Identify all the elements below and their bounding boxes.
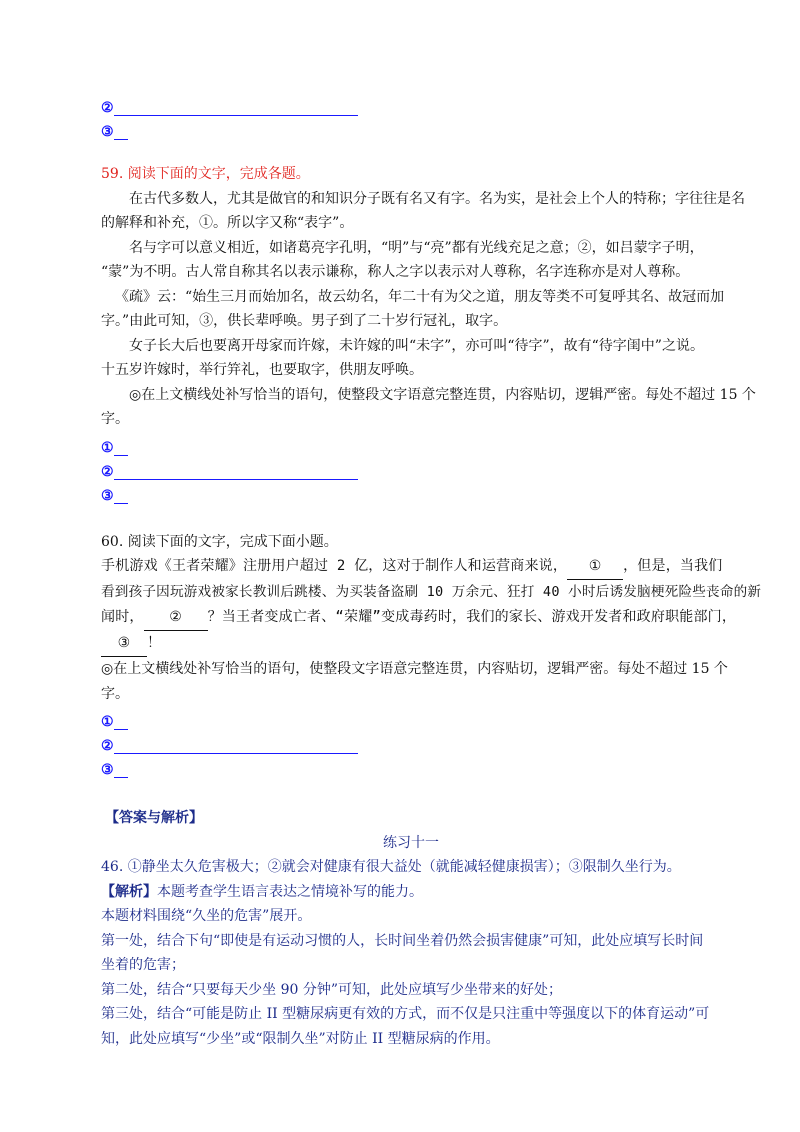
answer-number: ②	[101, 100, 114, 116]
answers-header: 【答案与解析】	[105, 810, 203, 826]
analysis-line: 第二处，结合“只要每天少坐 90 分钟”可知，此处应填写少坐带来的好处；	[101, 981, 563, 998]
analysis-line: 第三处，结合“可能是防止 II 型糖尿病更有效的方式，而不仅是只注重中等强度以下的体育运动”可	[101, 1006, 710, 1022]
answer-line-3	[101, 754, 721, 778]
section-title: 练习十一	[383, 834, 439, 851]
paragraph-line: 字。”由此可知，③，供长辈呼唤。男子到了二十岁行冠礼，取字。	[101, 313, 508, 329]
spacer	[101, 504, 721, 530]
paragraph-line: 十五岁许嫁时，举行笄礼，也要取字，供朋友呼唤。	[101, 362, 423, 378]
answer-number: ②	[101, 463, 114, 480]
paragraph-line: 女子长大后也要离开母家而许嫁，未许嫁的叫“未字”，亦可叫“待字”，故有“待字闺中”之说。	[129, 337, 704, 354]
answer-line-3	[101, 116, 721, 140]
passage-line	[101, 605, 737, 631]
passage-text: 闻时，	[101, 609, 144, 625]
analysis-line: 本题材料围绕“久坐的危害”展开。	[101, 908, 312, 924]
answer-line-1	[101, 432, 721, 456]
paragraph-line: 在古代多数人，尤其是做官的和知识分子既有名又有字。名为实，是社会上个人的特称；字往往是名	[129, 190, 745, 207]
analysis-line: 坐着的危害；	[101, 957, 185, 973]
answer-line-2	[101, 456, 721, 480]
answer-line-1	[101, 706, 721, 730]
blank-1: ①	[567, 554, 623, 580]
paragraph-line: 名与字可以意义相近，如诸葛亮字孔明，“明”与“亮”都有光线充足之意；②，如吕蒙字子明，	[129, 239, 704, 256]
analysis-line	[101, 880, 721, 905]
answer-number: ①	[101, 714, 114, 730]
passage-text: ！	[147, 635, 162, 651]
answer-number: ③	[101, 762, 114, 778]
spacer	[101, 140, 721, 162]
instruction-line: 字。	[101, 411, 129, 427]
instruction-line: 字。	[101, 685, 129, 702]
passage-line: 看到孩子因玩游戏被家长教训后跳楼、为买装备盗刷 10 万余元、狂打 40 小时后诱发脑梗死险些丧命的新	[101, 584, 762, 600]
analysis-line: 第一处，结合下句“即使是有运动习惯的人，长时间坐着仍然会损害健康”可知，此处应填写长时间	[101, 932, 704, 949]
answer-number: ③	[101, 124, 114, 140]
answer-underline	[114, 440, 128, 456]
paragraph-line: 的解释和补充，①。所以字又称“表字”。	[101, 215, 354, 231]
answer-underline	[114, 464, 358, 480]
passage-line	[101, 554, 721, 580]
spacer	[101, 778, 721, 806]
passage-text: ？当王者变成亡者、“荣耀”变成毒药时，我们的家长、游戏开发者和政府职能部门，	[207, 609, 737, 625]
blank-2: ②	[144, 605, 208, 631]
analysis-text: 本题考查学生语言表达之情境补写的能力。	[157, 883, 423, 900]
answer-underline	[114, 124, 128, 140]
answer-underline	[114, 738, 358, 754]
question-60-title: 60. 阅读下面的文字，完成下面小题。	[101, 533, 338, 550]
answer-number: ③	[101, 487, 114, 504]
answer-underline	[114, 100, 358, 116]
answer-number: ②	[101, 738, 114, 754]
analysis-line: 知，此处应填写“少坐”或“限制久坐”对防止 II 型糖尿病的作用。	[101, 1030, 500, 1047]
answer-number: ①	[101, 439, 114, 456]
answer-line-2	[101, 730, 721, 754]
answer-underline	[114, 762, 128, 778]
paragraph-line: “蒙”为不明。古人常自称其名以表示谦称，称人之字以表示对人尊称，名字连称亦是对人尊称。	[101, 264, 690, 280]
paragraph-line: 《疏》云：“始生三月而始加名，故云幼名，年二十有为父之道，朋友等类不可复呼其名、故冠而加	[115, 288, 725, 305]
answer-line-2	[101, 92, 721, 116]
passage-text: ，但是，当我们	[623, 558, 723, 574]
blank-3: ③	[101, 631, 147, 657]
answer-46: 46. ①静坐太久危害极大；②就会对健康有很大益处（就能减轻健康损害）；③限制久坐行为。	[101, 859, 681, 875]
answer-line-3	[101, 480, 721, 504]
answer-underline	[114, 488, 128, 504]
instruction-line: ◎在上文横线处补写恰当的语句，使整段文字语意完整连贯，内容贴切，逻辑严密。每处不超过 15 个	[101, 661, 728, 677]
instruction-line: ◎在上文横线处补写恰当的语句，使整段文字语意完整连贯，内容贴切，逻辑严密。每处不超过 15 个	[129, 386, 756, 403]
passage-line	[101, 631, 721, 657]
analysis-tag: 【解析】	[101, 883, 157, 900]
passage-text: 手机游戏《王者荣耀》注册用户超过 2 亿，这对于制作人和运营商来说，	[101, 558, 568, 574]
answer-underline	[114, 714, 128, 730]
document-page	[101, 92, 762, 1051]
question-59-title: 59. 阅读下面的文字，完成各题。	[101, 166, 310, 182]
